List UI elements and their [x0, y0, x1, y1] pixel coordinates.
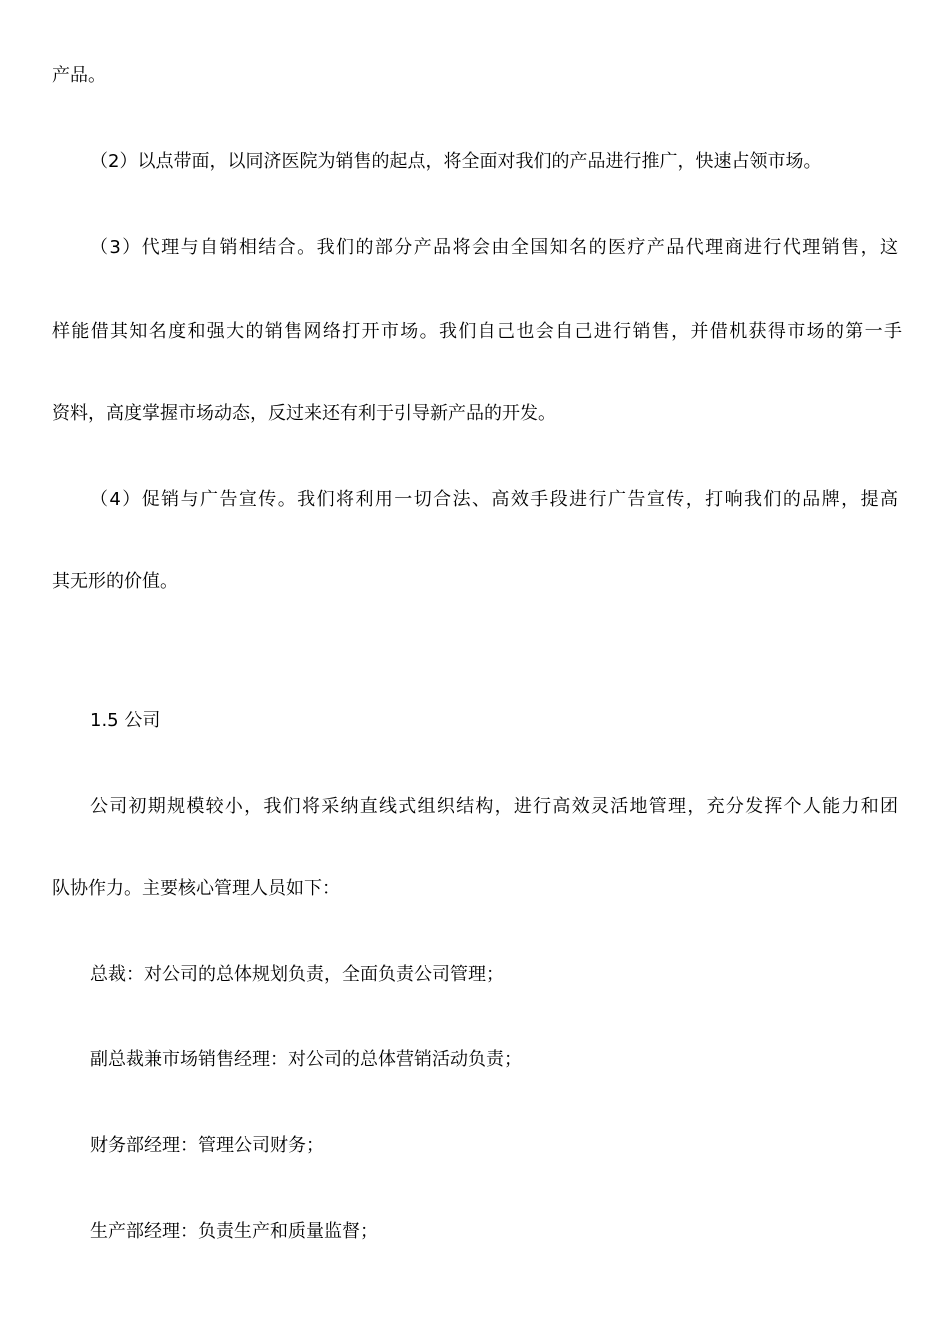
list-item: 副总裁兼市场销售经理：对公司的总体营销活动负责； [90, 1049, 522, 1070]
list-item: 财务部经理：管理公司财务； [90, 1135, 324, 1156]
paragraph-line: 产品。 [52, 65, 106, 86]
paragraph-line: （4）促销与广告宣传。我们将利用一切合法、高效手段进行广告宣传，打响我们的品牌，提高 [90, 489, 898, 510]
paragraph-line: 其无形的价值。 [52, 571, 178, 592]
paragraph-line: （2）以点带面，以同济医院为销售的起点，将全面对我们的产品进行推广，快速占领市场。 [90, 151, 822, 172]
paragraph-line: 队协作力。主要核心管理人员如下： [52, 878, 340, 899]
section-heading: 1.5 公司 [90, 710, 161, 731]
paragraph-line: （3）代理与自销相结合。我们的部分产品将会由全国知名的医疗产品代理商进行代理销售，这 [90, 237, 898, 258]
paragraph-line: 公司初期规模较小，我们将采纳直线式组织结构，进行高效灵活地管理，充分发挥个人能力和团 [90, 796, 898, 817]
paragraph-line: 资料，高度掌握市场动态，反过来还有利于引导新产品的开发。 [52, 403, 556, 424]
list-item: 总裁：对公司的总体规划负责，全面负责公司管理； [90, 964, 504, 985]
paragraph-line: 样能借其知名度和强大的销售网络打开市场。我们自己也会自己进行销售，并借机获得市场的第一手 [52, 321, 902, 342]
list-item: 生产部经理：负责生产和质量监督； [90, 1221, 378, 1242]
